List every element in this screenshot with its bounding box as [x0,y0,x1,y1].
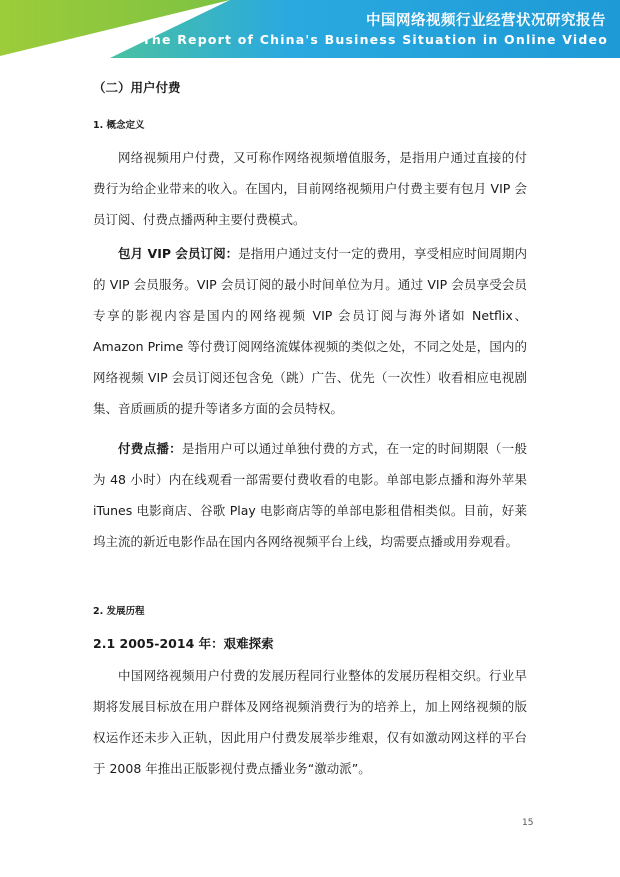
term-ppv: 付费点播： [118,441,182,456]
text-ppv: 是指用户可以通过单独付费的方式，在一定的时间期限（一般为 48 小时）内在线观看一部需要付费收看的电影。单部电影点播和海外苹果 iTunes 电影商店、谷歌 Play 电影商店等的单部电影租借相类似。目前，好莱坞主流的新近电影作品在国内各网络视频平台上线，均需要点播或用券观看。 [93,441,527,549]
paragraph-definition: 网络视频用户付费，又可称作网络视频增值服务，是指用户通过直接的付费行为给企业带来的收入。在国内，目前网络视频用户付费主要有包月 VIP 会员订阅、付费点播两种主要付费模式。 [93,150,527,227]
paragraph-vip [93,238,527,424]
header-banner [0,0,620,58]
paragraph-history: 中国网络视频用户付费的发展历程同行业整体的发展历程相交织。行业早期将发展目标放在用户群体及网络视频消费行为的培养上，加上网络视频的版权运作还未步入正轨，因此用户付费发展举步维艰，仅有如激动网这样的平台于 2008 年推出正版影视付费点播业务“激动派”。 [93,668,527,776]
subsection-heading-definition: 1. 概念定义 [93,120,145,131]
report-title: 中国网络视频行业经营状况研究报告 [366,13,606,29]
page-number: 15 [522,818,534,828]
subsection-heading-history: 2. 发展历程 [93,606,145,617]
paragraph-pay-per-view [93,433,527,557]
report-subtitle: The Report of China's Business Situation in Online Video [142,32,608,47]
subsection-heading-2-1: 2.1 2005-2014 年：艰难探索 [93,636,274,651]
text-vip: 是指用户通过支付一定的费用，享受相应时间周期内的 VIP 会员服务。VIP 会员订阅的最小时间单位为月。通过 VIP 会员享受会员专享的影视内容是国内的网络视频 VIP 会员订阅与海外诸如 Netflix、Amazon Prime 等付费订阅网络流媒体视频的类似之处，不同之处是，国内的网络视频 VIP 会员订阅还包含免（跳）广告、优先（一次性）收看相应电视剧集、音质画质的提升等诸多方面的会员特权。 [93,246,527,416]
term-vip: 包月 VIP 会员订阅： [118,246,239,261]
section-heading: （二）用户付费 [93,80,181,95]
